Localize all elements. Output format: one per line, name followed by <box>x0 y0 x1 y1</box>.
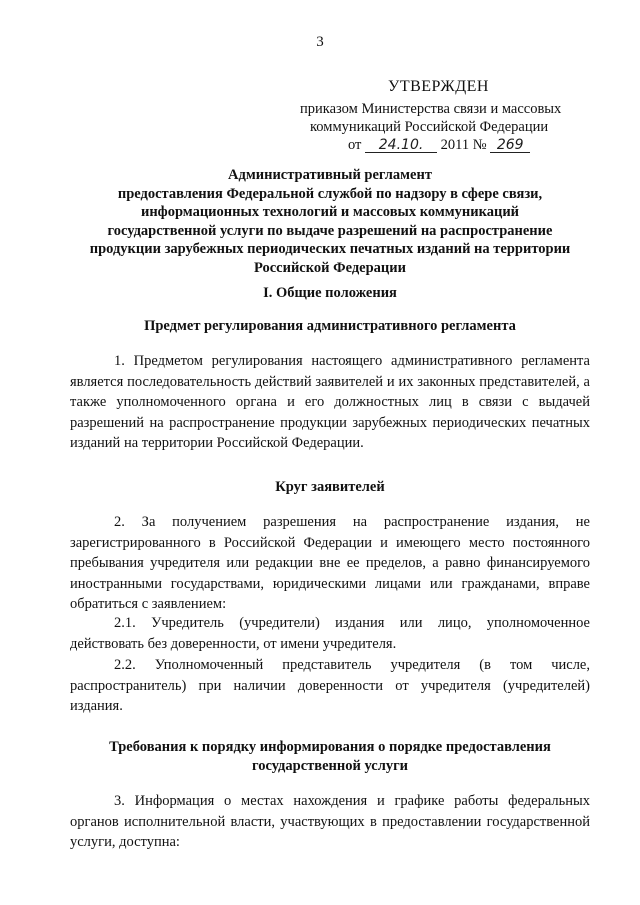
document-title-line: продукции зарубежных периодических печатных изданий на территории <box>89 241 571 257</box>
approval-line-2: коммуникаций Российской Федерации <box>310 119 549 135</box>
paragraph-3: 3. Информация о местах нахождения и графике работы федеральных органов исполнительной власти, участвующих в предоставлении государственной услуги, доступна: <box>70 793 590 850</box>
approval-stamp <box>296 78 596 154</box>
page-number: 3 <box>316 34 324 50</box>
approval-title: УТВЕРЖДЕН <box>388 78 489 95</box>
handwritten-number: 269 <box>490 138 530 153</box>
year-number-prefix: 2011 № <box>440 137 487 153</box>
section-heading-line: Требования к порядку информирования о порядке предоставления <box>109 739 551 755</box>
paragraph-2: 2. За получением разрешения на распространение издания, не зарегистрированного в Российской Федерации и имеющего место постоянного пребывания учредителя или редакции вне ее пределов, а равно финансируемого иностранными государствами, юридическими лицами или гражданами, вправе обратиться с заявлением: <box>70 514 590 612</box>
document-title-line: Российской Федерации <box>253 259 406 276</box>
document-title <box>70 166 590 277</box>
section-heading-line: государственной услуги <box>251 757 409 774</box>
section-heading-general-provisions: I. Общие положения <box>263 285 397 301</box>
document-title-line: информационных технологий и массовых коммуникаций <box>140 204 520 220</box>
paragraph-2-2: 2.2. Уполномоченный представитель учредителя (в том числе, распространитель) при наличии доверенности от учредителя (учредителей) издания. <box>70 657 590 714</box>
section-heading-info-requirements <box>70 738 590 775</box>
paragraph-2-1: 2.1. Учредитель (учредители) издания или лицо, уполномоченное действовать без доверенности, от имени учредителя. <box>70 615 590 652</box>
date-prefix: от <box>348 137 362 153</box>
handwritten-date: 24.10. <box>365 138 437 153</box>
document-title-line: государственной услуги по выдаче разрешений на распространение <box>107 222 553 239</box>
section-heading-subject: Предмет регулирования административного регламента <box>144 318 516 334</box>
section-heading-applicants: Круг заявителей <box>275 479 385 495</box>
paragraph-1: 1. Предметом регулирования настоящего административного регламента является последовательность действий заявителей и их законных представителей, а также уполномоченного органа и его должностных лиц в связи с выдачей разрешений на распространение продукции зарубежных периодических печатных изданий на территории Российской Федерации. <box>70 353 590 451</box>
approval-date-line <box>296 136 596 154</box>
document-title-line: предоставления Федеральной службой по надзору в сфере связи, <box>117 185 543 202</box>
document-title-line: Административный регламент <box>228 167 432 183</box>
approval-line-1: приказом Министерства связи и массовых <box>300 101 562 117</box>
